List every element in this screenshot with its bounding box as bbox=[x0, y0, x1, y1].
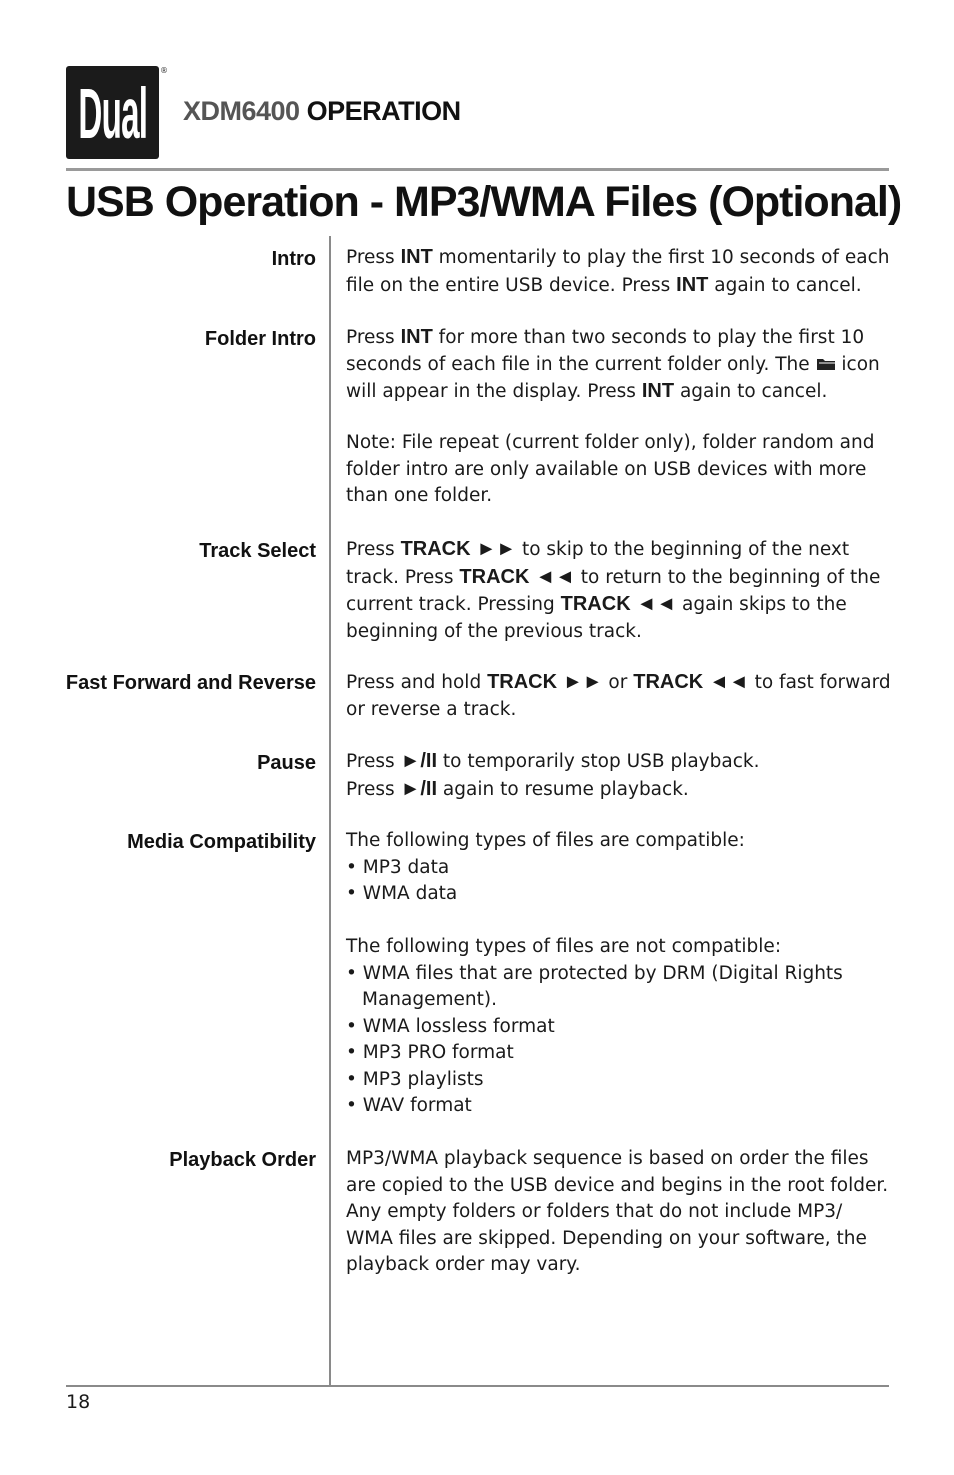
compatible-intro: The following types of files are compatible: bbox=[346, 830, 745, 851]
play-pause-icon: ►/II bbox=[400, 750, 438, 772]
registered-mark: ® bbox=[160, 66, 168, 75]
track-select-text: Press TRACK ►► to skip to the beginning of the next track. Press TRACK ◄◄ to return to the beginning of the current track. Pressing TRACK ◄◄ again skips to the beginning of the previous track. bbox=[346, 538, 881, 642]
playback-order-text: MP3/WMA playback sequence is based on order the files are copied to the USB device and begins in the root folder. Any empty folders or folders that do not include MP3/ WMA files are skipped. Depending on your software, the playback order may vary. bbox=[346, 1148, 889, 1275]
media-incompatible-block bbox=[346, 934, 846, 1120]
prev-track-icon: ◄◄ bbox=[535, 565, 575, 588]
prev-track-icon: ◄◄ bbox=[636, 593, 677, 615]
note-text: Note: File repeat (current folder only), folder random and folder intro are only available on USB devices with more than one folder. bbox=[346, 432, 875, 506]
next-track-icon: ►► bbox=[562, 671, 603, 693]
list-item: • WAV format bbox=[346, 1095, 472, 1116]
page-title: USB Operation - MP3/WMA Files (Optional) bbox=[66, 178, 902, 226]
list-item: • MP3 playlists bbox=[346, 1068, 484, 1090]
pause-text: Press ►/II to temporarily stop USB playback. Press ►/II again to resume playback. bbox=[346, 750, 760, 800]
label-intro: Intro bbox=[271, 248, 316, 270]
label-folder-intro: Folder Intro bbox=[204, 328, 316, 350]
media-compatible-block bbox=[346, 828, 891, 908]
label-playback-order: Playback Order bbox=[169, 1149, 316, 1171]
label-track-select: Track Select bbox=[199, 540, 316, 562]
folder-intro-text: Press INT for more than two seconds to play the first 10 seconds of each file in the current folder only. The icon will appear in the display. Press INT again to cancel. bbox=[346, 326, 880, 402]
list-item: • WMA files that are protected by DRM (Digital Rights Management). bbox=[346, 962, 843, 1010]
bottom-rule bbox=[66, 1385, 889, 1387]
section-name: OPERATION bbox=[306, 96, 461, 126]
label-pause: Pause bbox=[257, 752, 316, 774]
list-item: • WMA lossless format bbox=[346, 1015, 555, 1037]
folder-icon bbox=[816, 357, 836, 371]
play-pause-icon: ►/II bbox=[400, 777, 438, 800]
ffrev-text: Press and hold TRACK ►► or TRACK ◄◄ to fast forward or reverse a track. bbox=[346, 671, 891, 720]
column-divider bbox=[329, 236, 331, 1386]
list-item: • MP3 PRO format bbox=[346, 1042, 514, 1063]
list-item: • MP3 data bbox=[346, 856, 450, 878]
page-number: 18 bbox=[66, 1391, 91, 1413]
label-fast-forward-reverse: Fast Forward and Reverse bbox=[65, 672, 316, 694]
dual-logo: Dual bbox=[66, 66, 159, 159]
label-media-compatibility: Media Compatibility bbox=[127, 831, 316, 853]
next-track-icon: ►► bbox=[476, 538, 517, 560]
top-rule bbox=[66, 168, 889, 171]
prev-track-icon: ◄◄ bbox=[709, 671, 749, 693]
incompatible-intro: The following types of files are not compatible: bbox=[346, 936, 782, 957]
section-header bbox=[183, 96, 461, 127]
list-item: • WMA data bbox=[346, 883, 458, 904]
intro-text: Press INT momentarily to play the first 10 seconds of each file on the entire USB device. Press INT again to cancel. bbox=[346, 246, 890, 296]
model-name: XDM6400 bbox=[183, 96, 300, 126]
